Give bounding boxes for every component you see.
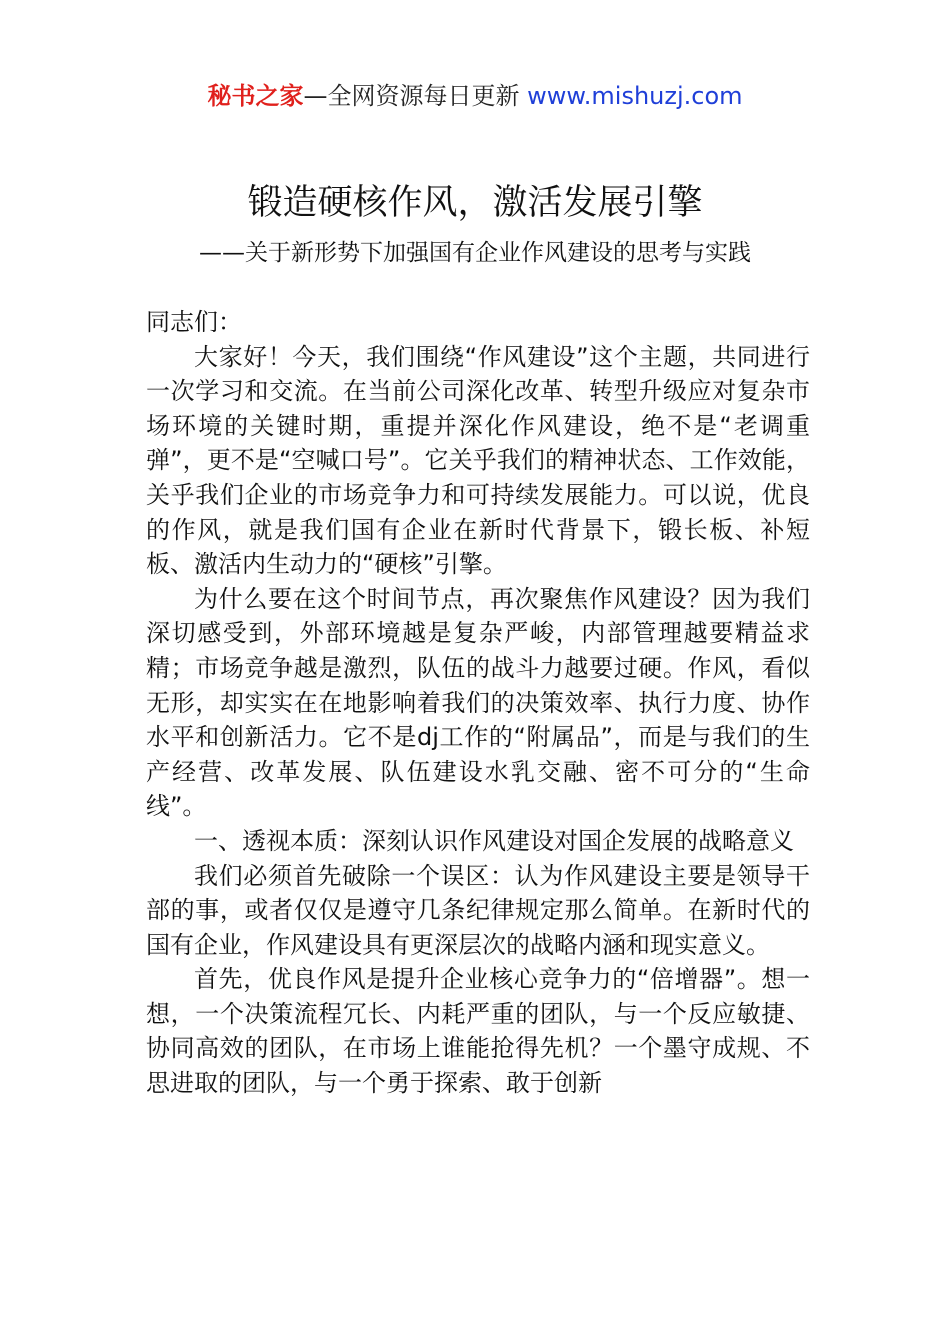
document-title: 锻造硬核作风，激活发展引擎	[247, 183, 703, 223]
paragraph-first-point: 首先，优良作风是提升企业核心竞争力的“倍增器”。想一想，一个决策流程冗长、内耗严重的团队，与一个反应敏捷、协同高效的团队，在市场上谁能抢得先机？一个墨守成规、不思进取的团队，与一个勇于探索、敢于创新	[146, 965, 810, 1098]
site-url-link[interactable]: www.mishuzj.com	[527, 82, 743, 110]
document-subtitle: ——关于新形势下加强国有企业作风建设的思考与实践	[199, 240, 751, 266]
paragraph-intro: 大家好！今天，我们围绕“作风建设”这个主题，共同进行一次学习和交流。在当前公司深化改革、转型升级应对复杂市场环境的关键时期，重提并深化作风建设，绝不是“老调重弹”，更不是“空喊口号”。它关乎我们的精神状态、工作效能，关乎我们企业的市场竞争力和可持续发展能力。可以说，优良的作风，就是我们国有企业在新时代背景下，锻长板、补短板、激活内生动力的“硬核”引擎。	[146, 342, 810, 579]
site-header	[0, 80, 950, 112]
salutation: 同志们：	[146, 308, 242, 336]
document-body	[146, 305, 810, 1101]
site-tagline: —全网资源每日更新	[303, 82, 520, 110]
paragraph-misconception: 我们必须首先破除一个误区：认为作风建设主要是领导干部的事，或者仅仅是遵守几条纪律规定那么简单。在新时代的国有企业，作风建设具有更深层次的战略内涵和现实意义。	[146, 861, 810, 959]
site-brand: 秘书之家	[207, 82, 304, 110]
section-heading-1: 一、透视本质：深刻认识作风建设对国企发展的战略意义	[194, 826, 794, 855]
paragraph-reason: 为什么要在这个时间节点，再次聚焦作风建设？因为我们深切感受到，外部环境越是复杂严峻，内部管理越要精益求精；市场竞争越是激烈，队伍的战斗力越要过硬。作风，看似无形，却实实在在地影响着我们的决策效率、执行力度、协作水平和创新活力。它不是dj工作的“附属品”，而是与我们的生产经营、改革发展、队伍建设水乳交融、密不可分的“生命线”。	[146, 584, 810, 821]
